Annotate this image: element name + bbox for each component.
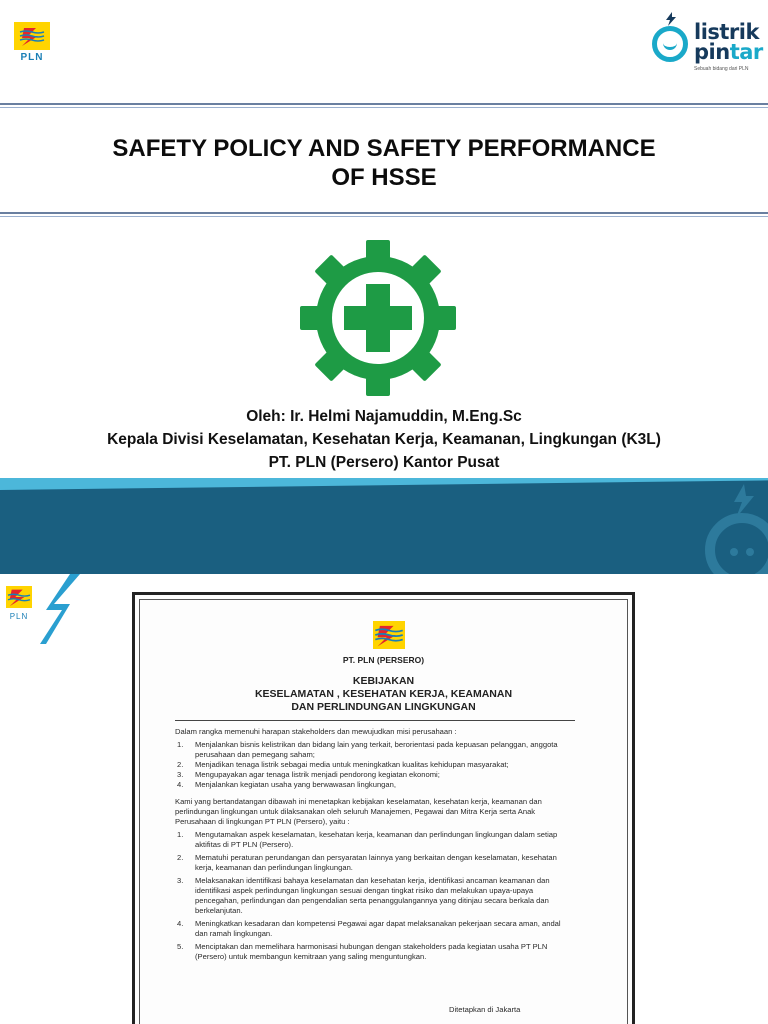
- policy-slide: [0, 574, 768, 1024]
- mission-item: [175, 780, 575, 790]
- mission-item: [175, 770, 575, 780]
- policy-item: [175, 919, 575, 939]
- item-text: Melaksanakan identifikasi bahaya keselamatan dan kesehatan kerja, identifikasi ancaman keamanan dan identifikasi aspek perlindungan lingkungan sesuai dengan tingkat risiko dan melakukan upaya-upaya pencegahan, perlindungan dan pengendalian serta penanggulangannya yang ditinjau secara berkala dan berkelanjutan.: [195, 876, 550, 915]
- policy-item: [175, 876, 575, 916]
- document-body: [175, 727, 575, 969]
- item-number: 1.: [177, 740, 184, 749]
- author-position: Kepala Divisi Keselamatan, Kesehatan Kerja, Keamanan, Lingkungan (K3L): [107, 431, 661, 448]
- top-divider: [0, 103, 768, 105]
- document-heading: [135, 675, 632, 714]
- lightning-icon: [373, 621, 405, 649]
- slide-title-line1: SAFETY POLICY AND SAFETY PERFORMANCE: [112, 135, 656, 162]
- document-heading-line1: KEBIJAKAN: [352, 675, 415, 687]
- document-signature-place: Ditetapkan di Jakarta: [449, 1005, 521, 1014]
- slide-title: [0, 134, 768, 192]
- mission-item: [175, 740, 575, 760]
- mission-item: [175, 760, 575, 770]
- item-number: 2.: [177, 760, 184, 769]
- safety-cross-gear-icon: [300, 240, 456, 396]
- document-heading-line2: KESELAMATAN , KESEHATAN KERJA, KEAMANAN: [254, 688, 513, 700]
- item-text: Menjalankan kegiatan usaha yang berwawasan lingkungan,: [195, 780, 396, 789]
- listrik-pintar-logo: [650, 12, 763, 72]
- policy-list: [175, 830, 575, 962]
- listrik-word: listrik: [694, 20, 759, 44]
- document-intro: Dalam rangka memenuhi harapan stakeholders dan mewujudkan misi perusahaan :: [175, 727, 457, 736]
- item-number: 4.: [177, 780, 184, 789]
- smile-plug-icon: [652, 26, 688, 62]
- author-block: [0, 405, 768, 474]
- item-text: Menjalankan bisnis kelistrikan dan bidang lain yang terkait, berorientasi pada kepuasan pelanggan, anggota perusahaan dan pemegang saham;: [195, 740, 558, 759]
- item-text: Mengupayakan agar tenaga listrik menjadi pendorong kegiatan ekonomi;: [195, 770, 440, 779]
- pln-logo-small-text: PLN: [9, 612, 29, 621]
- author-name: Oleh: Ir. Helmi Najamuddin, M.Eng.Sc: [246, 408, 522, 425]
- document-statement: Kami yang bertandatangan dibawah ini menetapkan kebijakan keselamatan, kesehatan kerja, keamanan dan perlindungan lingkungan untuk dilaksanakan oleh seluruh Manajemen, Pegawai dan Mitra Kerja serta Anak Perusahaan di lingkungan PT PLN (Persero), yaitu :: [175, 797, 542, 826]
- item-text: Mematuhi peraturan perundangan dan persyaratan lainnya yang berkaitan dengan keselamatan, kesehatan kerja, keamanan dan perlindungan lingkungan.: [195, 853, 557, 872]
- item-number: 4.: [177, 919, 184, 928]
- lightning-icon: [14, 22, 50, 50]
- pintar-word: [694, 40, 763, 64]
- item-number: 5.: [177, 942, 184, 951]
- item-number: 2.: [177, 853, 184, 862]
- mission-list: [175, 740, 575, 790]
- logo-tagline: Sebuah bidang dari PLN: [694, 66, 749, 72]
- item-text: Menciptakan dan memelihara harmonisasi hubungan dengan stakeholders pada kegiatan usaha PT PLN (Persero) untuk membangun kemitraan yang saling menguntungkan.: [195, 942, 548, 961]
- item-number: 1.: [177, 830, 184, 839]
- pintar-part1: pin: [694, 40, 730, 64]
- bolt-icon: [664, 12, 678, 26]
- policy-item: [175, 942, 575, 962]
- pln-logo: [14, 22, 50, 64]
- policy-item: [175, 853, 575, 873]
- document-company: PT. PLN (PERSERO): [342, 655, 425, 665]
- item-text: Menjadikan tenaga listrik sebagai media untuk meningkatkan kualitas kehidupan masyarakat;: [195, 760, 509, 769]
- lightning-icon: [6, 586, 32, 608]
- pln-logo-small: [6, 586, 32, 630]
- item-number: 3.: [177, 876, 184, 885]
- policy-document: [132, 592, 635, 1024]
- policy-item: [175, 830, 575, 850]
- decor-stripe: [40, 574, 80, 644]
- bottom-divider: [0, 212, 768, 214]
- item-number: 3.: [177, 770, 184, 779]
- pln-logo-text: PLN: [20, 52, 44, 63]
- watermark-plug-icon: [690, 478, 768, 574]
- author-organization: PT. PLN (Persero) Kantor Pusat: [268, 454, 500, 471]
- document-divider: [175, 720, 575, 721]
- item-text: Mengutamakan aspek keselamatan, kesehatan kerja, keamanan dan perlindungan lingkungan dalam setiap aktifitas di PT PLN (Persero).: [195, 830, 558, 849]
- slide-title-line2: OF HSSE: [331, 164, 437, 191]
- item-text: Meningkatkan kesadaran dan kompetensi Pegawai agar dapat melaksanakan pekerjaan secara aman, andal dan ramah lingkungan.: [195, 919, 561, 938]
- document-heading-line3: DAN PERLINDUNGAN LINGKUNGAN: [291, 701, 476, 713]
- footer-band: [0, 478, 768, 574]
- pintar-part2: tar: [729, 40, 763, 64]
